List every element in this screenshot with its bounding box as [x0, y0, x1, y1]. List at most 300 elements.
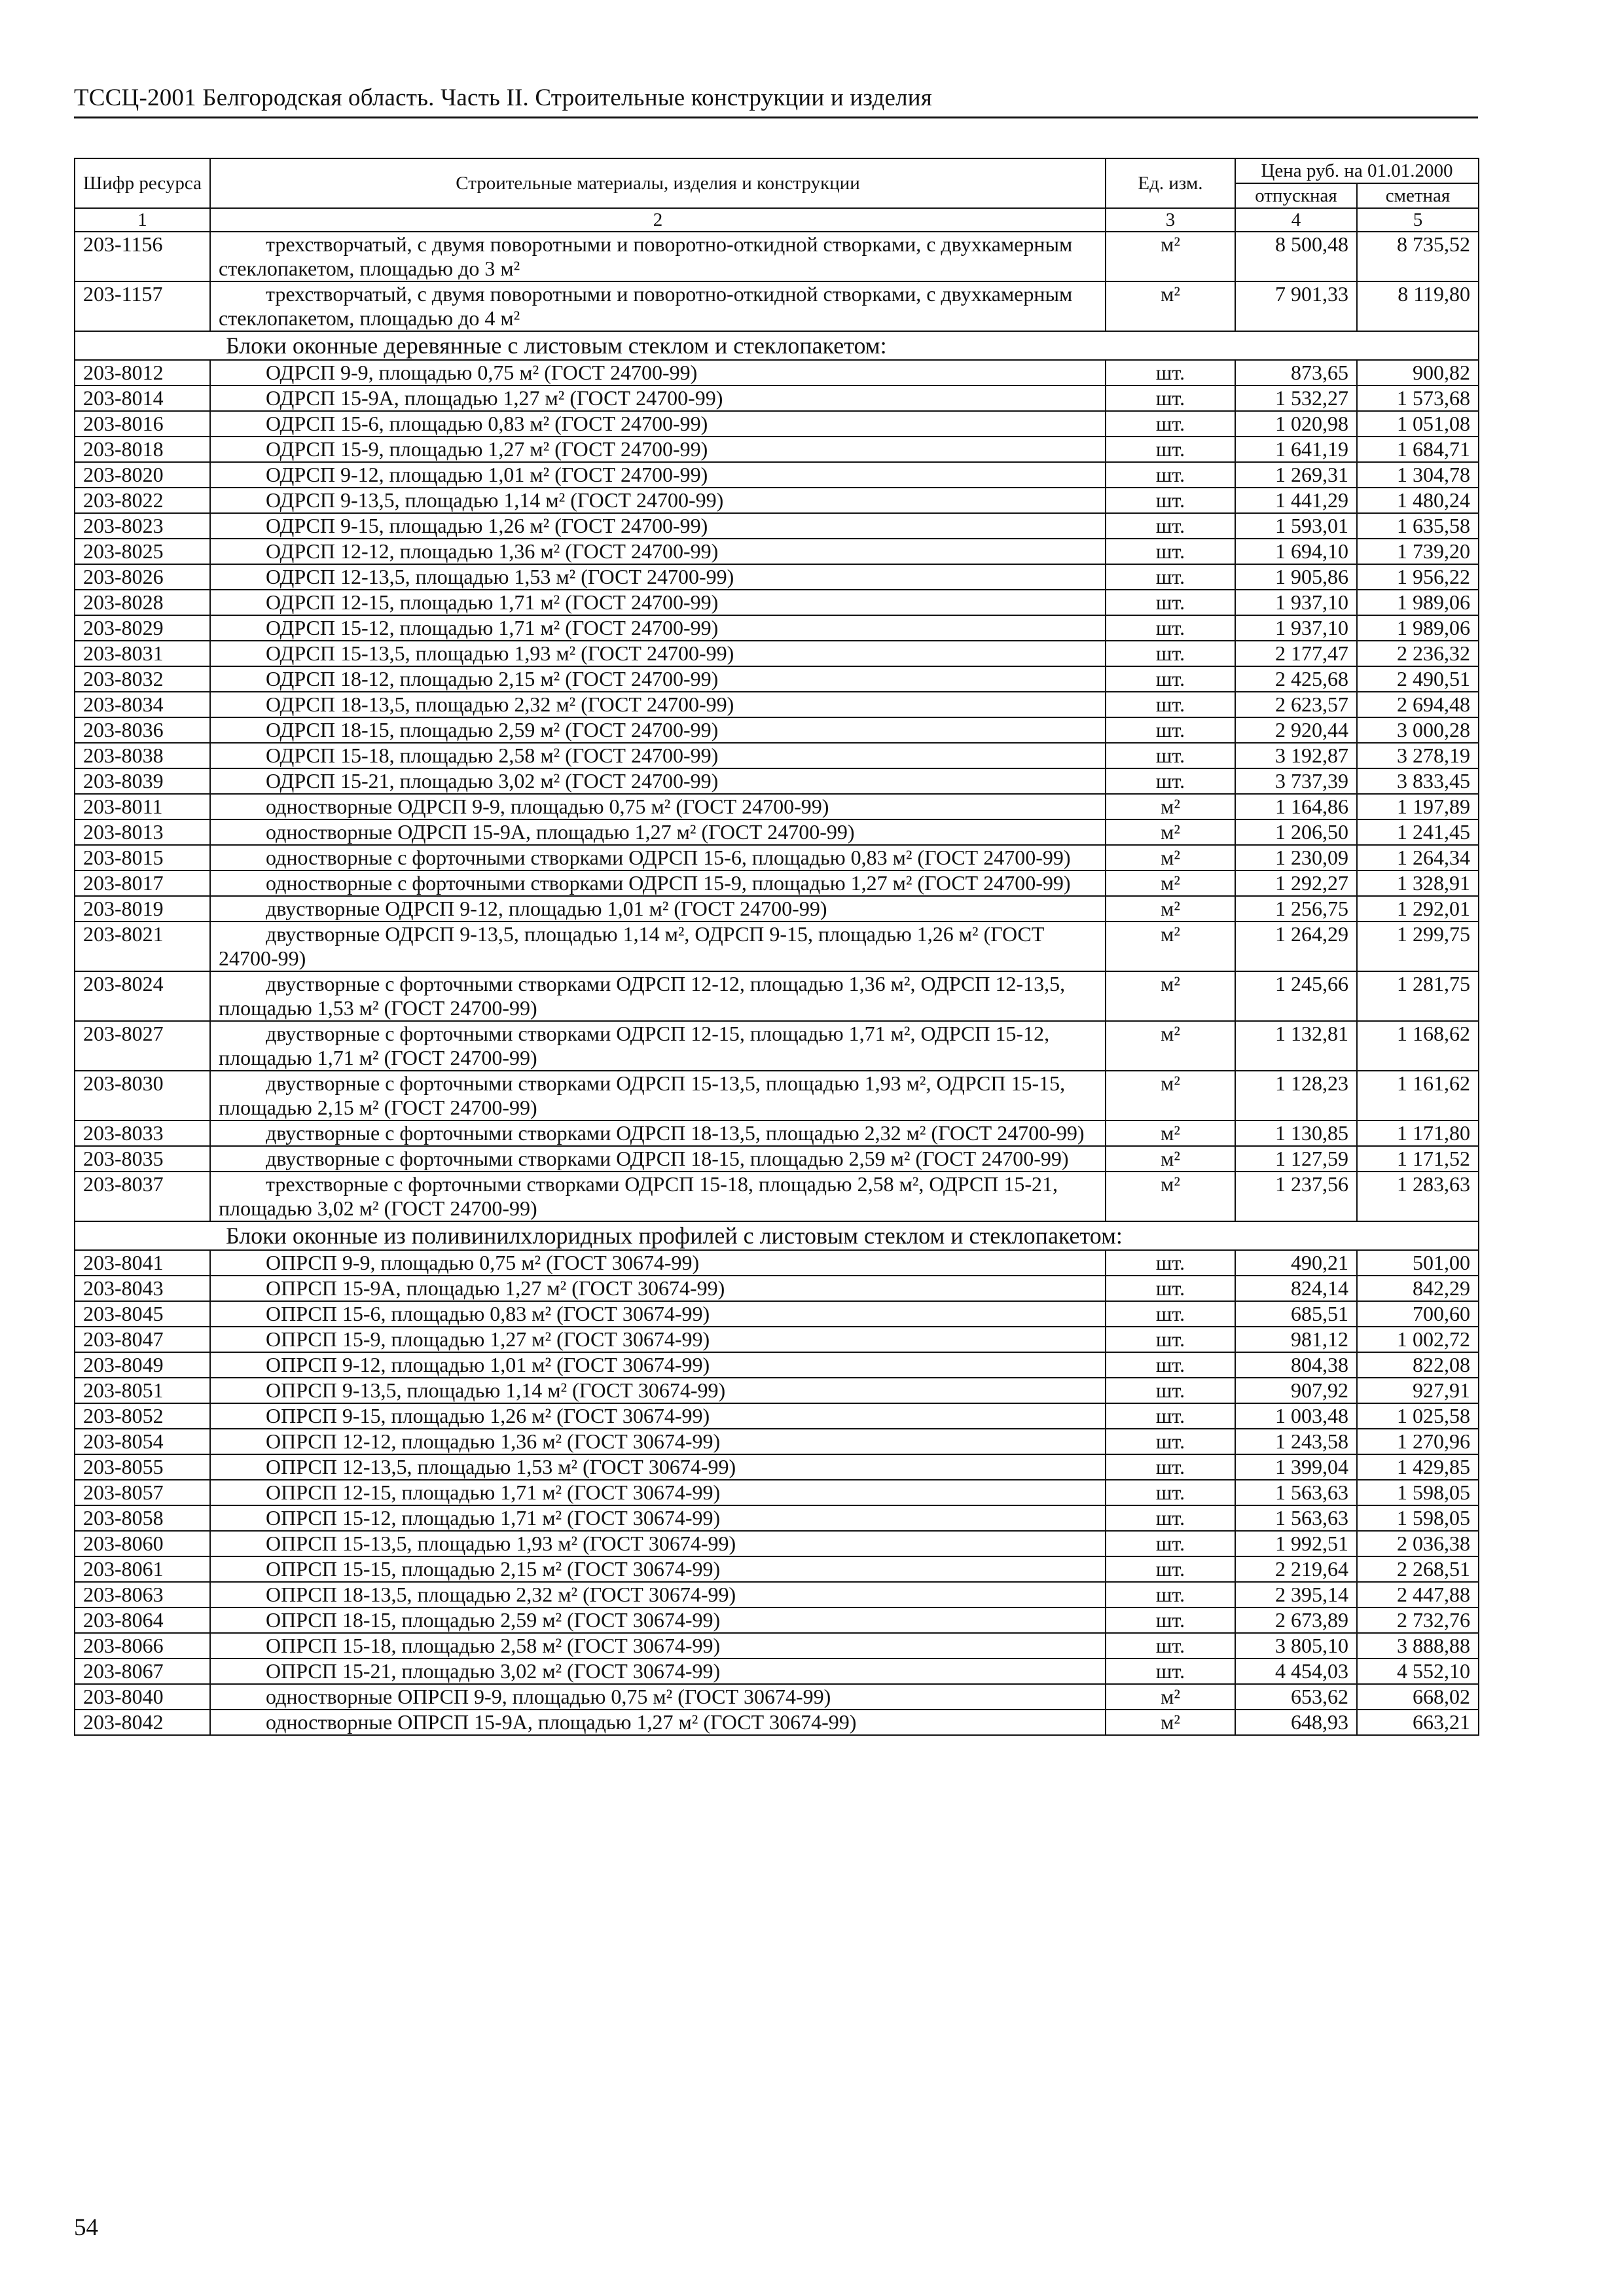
material-name-cell: [210, 281, 1106, 331]
material-name: ОПРСП 9-13,5, площадью 1,14 м² (ГОСТ 30674-99): [266, 1378, 726, 1402]
material-name-cell: [210, 641, 1106, 666]
material-name-cell: [210, 1378, 1106, 1403]
resource-code: 203-8034: [75, 692, 210, 717]
table-row: [75, 1121, 1479, 1146]
resource-code: 203-8032: [75, 666, 210, 692]
material-name-cell: [210, 1454, 1106, 1480]
material-name-cell: [210, 1684, 1106, 1710]
section-title: Блоки оконные из поливинилхлоридных профилей с листовым стеклом и стеклопакетом:: [75, 1221, 1479, 1250]
material-name: трехстворчатый, с двумя поворотными и поворотно-откидной створками, с двухкамерным стеклопакетом, площадью до 4 м²: [219, 282, 1073, 330]
material-name-cell: [210, 1556, 1106, 1582]
unit-of-measure: шт.: [1106, 488, 1235, 513]
table-row: [75, 768, 1479, 794]
table-row: [75, 462, 1479, 488]
material-name-cell: [210, 1172, 1106, 1221]
material-name: ОДРСП 9-13,5, площадью 1,14 м² (ГОСТ 24700-99): [266, 488, 724, 512]
material-name: ОДРСП 15-18, площадью 2,58 м² (ГОСТ 24700-99): [266, 744, 719, 767]
table-row: [75, 488, 1479, 513]
release-price: 1 563,63: [1235, 1480, 1357, 1505]
material-name: ОДРСП 12-13,5, площадью 1,53 м² (ГОСТ 24700-99): [266, 565, 734, 588]
resource-code: 203-8047: [75, 1327, 210, 1352]
table-row: [75, 513, 1479, 539]
release-price: 1 399,04: [1235, 1454, 1357, 1480]
material-name-cell: [210, 1121, 1106, 1146]
unit-of-measure: шт.: [1106, 1556, 1235, 1582]
resource-code: 203-8019: [75, 896, 210, 922]
resource-code: 203-8024: [75, 971, 210, 1021]
unit-of-measure: шт.: [1106, 1633, 1235, 1659]
release-price: 1 243,58: [1235, 1429, 1357, 1454]
material-name: трехстворчатый, с двумя поворотными и поворотно-откидной створками, с двухкамерным стеклопакетом, площадью до 3 м²: [219, 232, 1073, 280]
release-price: 1 206,50: [1235, 819, 1357, 845]
release-price: 1 003,48: [1235, 1403, 1357, 1429]
material-name-cell: [210, 564, 1106, 590]
release-price: 1 563,63: [1235, 1505, 1357, 1531]
material-name-cell: [210, 794, 1106, 819]
release-price: 3 805,10: [1235, 1633, 1357, 1659]
unit-of-measure: м²: [1106, 819, 1235, 845]
page-header-title: ТССЦ-2001 Белгородская область. Часть II. Строительные конструкции и изделия: [74, 84, 932, 111]
price-table: [74, 158, 1479, 1736]
release-price: 1 230,09: [1235, 845, 1357, 870]
material-name: одностворные ОДРСП 15-9А, площадью 1,27 м² (ГОСТ 24700-99): [266, 820, 855, 844]
release-price: 3 737,39: [1235, 768, 1357, 794]
release-price: 1 694,10: [1235, 539, 1357, 564]
estimate-price: 2 447,88: [1357, 1582, 1479, 1607]
unit-of-measure: шт.: [1106, 462, 1235, 488]
unit-of-measure: шт.: [1106, 590, 1235, 615]
release-price: 1 441,29: [1235, 488, 1357, 513]
resource-code: 203-8033: [75, 1121, 210, 1146]
release-price: 1 020,98: [1235, 411, 1357, 437]
table-row: [75, 411, 1479, 437]
table-body: [75, 232, 1479, 1735]
estimate-price: 8 735,52: [1357, 232, 1479, 281]
unit-of-measure: шт.: [1106, 641, 1235, 666]
unit-of-measure: шт.: [1106, 768, 1235, 794]
table-row: [75, 539, 1479, 564]
table-row: [75, 845, 1479, 870]
unit-of-measure: м²: [1106, 896, 1235, 922]
column-number: 3: [1106, 208, 1235, 232]
resource-code: 203-8037: [75, 1172, 210, 1221]
material-name-cell: [210, 1146, 1106, 1172]
resource-code: 203-8031: [75, 641, 210, 666]
column-number: 2: [210, 208, 1106, 232]
estimate-price: 663,21: [1357, 1710, 1479, 1735]
resource-code: 203-8055: [75, 1454, 210, 1480]
material-name-cell: [210, 870, 1106, 896]
resource-code: 203-8023: [75, 513, 210, 539]
resource-code: 203-8049: [75, 1352, 210, 1378]
material-name: двустворные с форточными створками ОДРСП 18-15, площадью 2,59 м² (ГОСТ 24700-99): [266, 1147, 1069, 1170]
material-name-cell: [210, 922, 1106, 971]
table-row: [75, 666, 1479, 692]
material-name-cell: [210, 1071, 1106, 1121]
estimate-price: 1 051,08: [1357, 411, 1479, 437]
resource-code: 203-8064: [75, 1607, 210, 1633]
table-row: [75, 590, 1479, 615]
release-price: 7 901,33: [1235, 281, 1357, 331]
material-name: ОДРСП 15-13,5, площадью 1,93 м² (ГОСТ 24700-99): [266, 641, 734, 665]
resource-code: 203-8014: [75, 386, 210, 411]
release-price: 1 641,19: [1235, 437, 1357, 462]
estimate-price: 1 598,05: [1357, 1480, 1479, 1505]
material-name: двустворные ОДРСП 9-12, площадью 1,01 м² (ГОСТ 24700-99): [266, 897, 827, 920]
material-name-cell: [210, 743, 1106, 768]
unit-of-measure: м²: [1106, 1021, 1235, 1071]
release-price: 824,14: [1235, 1276, 1357, 1301]
unit-of-measure: м²: [1106, 1071, 1235, 1121]
resource-code: 203-8022: [75, 488, 210, 513]
unit-of-measure: шт.: [1106, 1276, 1235, 1301]
material-name: ОДРСП 9-12, площадью 1,01 м² (ГОСТ 24700-99): [266, 463, 708, 486]
release-price: 804,38: [1235, 1352, 1357, 1378]
unit-of-measure: шт.: [1106, 692, 1235, 717]
material-name-cell: [210, 1659, 1106, 1684]
material-name-cell: [210, 539, 1106, 564]
estimate-price: 2 490,51: [1357, 666, 1479, 692]
material-name-cell: [210, 1403, 1106, 1429]
page-number: 54: [74, 2214, 98, 2241]
resource-code: 203-8012: [75, 360, 210, 386]
table-row: [75, 1429, 1479, 1454]
material-name-cell: [210, 1505, 1106, 1531]
resource-code: 203-8045: [75, 1301, 210, 1327]
estimate-price: 4 552,10: [1357, 1659, 1479, 1684]
release-price: 1 237,56: [1235, 1172, 1357, 1221]
material-name-cell: [210, 1710, 1106, 1735]
release-price: 1 164,86: [1235, 794, 1357, 819]
resource-code: 203-8028: [75, 590, 210, 615]
unit-of-measure: м²: [1106, 281, 1235, 331]
material-name: ОДРСП 9-9, площадью 0,75 м² (ГОСТ 24700-99): [266, 361, 698, 384]
table-row: [75, 794, 1479, 819]
resource-code: 203-8036: [75, 717, 210, 743]
estimate-price: 2 732,76: [1357, 1607, 1479, 1633]
table-row: [75, 1607, 1479, 1633]
material-name-cell: [210, 1352, 1106, 1378]
material-name-cell: [210, 896, 1106, 922]
table-row: [75, 922, 1479, 971]
estimate-price: 2 236,32: [1357, 641, 1479, 666]
resource-code: 203-8038: [75, 743, 210, 768]
unit-of-measure: шт.: [1106, 1352, 1235, 1378]
release-price: 1 256,75: [1235, 896, 1357, 922]
resource-code: 203-8039: [75, 768, 210, 794]
table-row: [75, 870, 1479, 896]
material-name-cell: [210, 1607, 1106, 1633]
unit-of-measure: шт.: [1106, 411, 1235, 437]
estimate-price: 1 573,68: [1357, 386, 1479, 411]
table-row: [75, 1378, 1479, 1403]
resource-code: 203-8060: [75, 1531, 210, 1556]
resource-code: 203-8029: [75, 615, 210, 641]
material-name-cell: [210, 1429, 1106, 1454]
table-header: [75, 158, 1479, 232]
material-name: ОПРСП 9-9, площадью 0,75 м² (ГОСТ 30674-99): [266, 1251, 700, 1274]
table-row: [75, 1633, 1479, 1659]
resource-code: 203-8063: [75, 1582, 210, 1607]
release-price: 4 454,03: [1235, 1659, 1357, 1684]
estimate-price: 1 989,06: [1357, 590, 1479, 615]
unit-of-measure: шт.: [1106, 1454, 1235, 1480]
unit-of-measure: шт.: [1106, 360, 1235, 386]
release-price: 648,93: [1235, 1710, 1357, 1735]
unit-of-measure: шт.: [1106, 1531, 1235, 1556]
material-name: трехстворные с форточными створками ОДРСП 15-18, площадью 2,58 м², ОДРСП 15-21, площадью 3,02 м² (ГОСТ 24700-99): [219, 1172, 1058, 1220]
unit-of-measure: шт.: [1106, 666, 1235, 692]
column-number: 1: [75, 208, 210, 232]
material-name-cell: [210, 1327, 1106, 1352]
unit-of-measure: м²: [1106, 1121, 1235, 1146]
resource-code: 203-8066: [75, 1633, 210, 1659]
estimate-price: 3 833,45: [1357, 768, 1479, 794]
estimate-price: 900,82: [1357, 360, 1479, 386]
estimate-price: 1 171,52: [1357, 1146, 1479, 1172]
unit-of-measure: шт.: [1106, 1480, 1235, 1505]
material-name: ОПРСП 15-18, площадью 2,58 м² (ГОСТ 30674-99): [266, 1634, 721, 1657]
material-name-cell: [210, 615, 1106, 641]
table-row: [75, 1071, 1479, 1121]
estimate-price: 1 241,45: [1357, 819, 1479, 845]
unit-of-measure: м²: [1106, 971, 1235, 1021]
estimate-price: 700,60: [1357, 1301, 1479, 1327]
release-price: 1 132,81: [1235, 1021, 1357, 1071]
estimate-price: 501,00: [1357, 1250, 1479, 1276]
unit-of-measure: шт.: [1106, 1327, 1235, 1352]
resource-code: 203-1157: [75, 281, 210, 331]
unit-of-measure: шт.: [1106, 386, 1235, 411]
resource-code: 203-8025: [75, 539, 210, 564]
material-name: ОДРСП 15-6, площадью 0,83 м² (ГОСТ 24700-99): [266, 412, 708, 435]
release-price: 1 937,10: [1235, 590, 1357, 615]
material-name-cell: [210, 513, 1106, 539]
table-row: [75, 1582, 1479, 1607]
estimate-price: 1 292,01: [1357, 896, 1479, 922]
material-name: двустворные с форточными створками ОДРСП 12-12, площадью 1,36 м², ОДРСП 12-13,5, площадью 1,53 м² (ГОСТ 24700-99): [219, 972, 1066, 1020]
material-name-cell: [210, 971, 1106, 1021]
estimate-price: 1 304,78: [1357, 462, 1479, 488]
material-name-cell: [210, 462, 1106, 488]
unit-of-measure: шт.: [1106, 1582, 1235, 1607]
column-number: 5: [1357, 208, 1479, 232]
estimate-price: 1 956,22: [1357, 564, 1479, 590]
material-name-cell: [210, 1531, 1106, 1556]
material-name: ОПРСП 18-15, площадью 2,59 м² (ГОСТ 30674-99): [266, 1608, 721, 1632]
table-row: [75, 1659, 1479, 1684]
release-price: 8 500,48: [1235, 232, 1357, 281]
resource-code: 203-8067: [75, 1659, 210, 1684]
resource-code: 203-8058: [75, 1505, 210, 1531]
release-price: 2 395,14: [1235, 1582, 1357, 1607]
header-price-group: Цена руб. на 01.01.2000: [1235, 158, 1479, 183]
material-name-cell: [210, 232, 1106, 281]
estimate-price: 1 328,91: [1357, 870, 1479, 896]
resource-code: 203-8026: [75, 564, 210, 590]
table-row: [75, 360, 1479, 386]
table-row: [75, 819, 1479, 845]
table-row: [75, 1684, 1479, 1710]
table-row: [75, 1327, 1479, 1352]
release-price: 1 128,23: [1235, 1071, 1357, 1121]
table-row: [75, 1276, 1479, 1301]
unit-of-measure: шт.: [1106, 513, 1235, 539]
table-row: [75, 1146, 1479, 1172]
header-unit: Ед. изм.: [1106, 158, 1235, 208]
estimate-price: 1 989,06: [1357, 615, 1479, 641]
unit-of-measure: м²: [1106, 1172, 1235, 1221]
material-name-cell: [210, 488, 1106, 513]
material-name: одностворные с форточными створками ОДРСП 15-6, площадью 0,83 м² (ГОСТ 24700-99): [266, 846, 1071, 869]
table-row: [75, 896, 1479, 922]
table-row: [75, 641, 1479, 666]
material-name: ОПРСП 15-9А, площадью 1,27 м² (ГОСТ 30674-99): [266, 1276, 725, 1300]
table-row: [75, 281, 1479, 331]
unit-of-measure: шт.: [1106, 564, 1235, 590]
table-row: [75, 232, 1479, 281]
release-price: 1 905,86: [1235, 564, 1357, 590]
estimate-price: 822,08: [1357, 1352, 1479, 1378]
release-price: 2 219,64: [1235, 1556, 1357, 1582]
section-row: [75, 331, 1479, 360]
unit-of-measure: шт.: [1106, 1505, 1235, 1531]
section-row: [75, 1221, 1479, 1250]
estimate-price: 1 299,75: [1357, 922, 1479, 971]
release-price: 2 920,44: [1235, 717, 1357, 743]
material-name: ОПРСП 15-21, площадью 3,02 м² (ГОСТ 30674-99): [266, 1659, 721, 1683]
table-row: [75, 971, 1479, 1021]
material-name-cell: [210, 386, 1106, 411]
estimate-price: 1 197,89: [1357, 794, 1479, 819]
material-name-cell: [210, 1250, 1106, 1276]
material-name: ОПРСП 12-13,5, площадью 1,53 м² (ГОСТ 30674-99): [266, 1455, 736, 1479]
estimate-price: 1 264,34: [1357, 845, 1479, 870]
release-price: 2 623,57: [1235, 692, 1357, 717]
header-estimate-price: сметная: [1357, 183, 1479, 208]
material-name: ОПРСП 15-12, площадью 1,71 м² (ГОСТ 30674-99): [266, 1506, 721, 1530]
material-name-cell: [210, 437, 1106, 462]
table-row: [75, 1301, 1479, 1327]
unit-of-measure: м²: [1106, 232, 1235, 281]
unit-of-measure: шт.: [1106, 1378, 1235, 1403]
unit-of-measure: шт.: [1106, 1250, 1235, 1276]
table-row: [75, 386, 1479, 411]
release-price: 490,21: [1235, 1250, 1357, 1276]
material-name-cell: [210, 590, 1106, 615]
release-price: 653,62: [1235, 1684, 1357, 1710]
table-row: [75, 1403, 1479, 1429]
estimate-price: 842,29: [1357, 1276, 1479, 1301]
estimate-price: 668,02: [1357, 1684, 1479, 1710]
table-row: [75, 1172, 1479, 1221]
material-name: ОПРСП 15-13,5, площадью 1,93 м² (ГОСТ 30674-99): [266, 1532, 736, 1555]
table-row: [75, 1454, 1479, 1480]
estimate-price: 1 270,96: [1357, 1429, 1479, 1454]
resource-code: 203-8043: [75, 1276, 210, 1301]
material-name: ОДРСП 15-9А, площадью 1,27 м² (ГОСТ 24700-99): [266, 386, 723, 410]
estimate-price: 8 119,80: [1357, 281, 1479, 331]
estimate-price: 1 684,71: [1357, 437, 1479, 462]
resource-code: 203-8041: [75, 1250, 210, 1276]
resource-code: 203-8054: [75, 1429, 210, 1454]
material-name: ОПРСП 12-12, площадью 1,36 м² (ГОСТ 30674-99): [266, 1429, 721, 1453]
estimate-price: 2 268,51: [1357, 1556, 1479, 1582]
material-name: ОПРСП 15-9, площадью 1,27 м² (ГОСТ 30674-99): [266, 1327, 710, 1351]
material-name-cell: [210, 717, 1106, 743]
table-row: [75, 1710, 1479, 1735]
estimate-price: 1 480,24: [1357, 488, 1479, 513]
release-price: 1 264,29: [1235, 922, 1357, 971]
resource-code: 203-8013: [75, 819, 210, 845]
table-row: [75, 1021, 1479, 1071]
table-row: [75, 717, 1479, 743]
resource-code: 203-8011: [75, 794, 210, 819]
material-name-cell: [210, 1633, 1106, 1659]
table-row: [75, 437, 1479, 462]
unit-of-measure: шт.: [1106, 1403, 1235, 1429]
unit-of-measure: м²: [1106, 870, 1235, 896]
resource-code: 203-8035: [75, 1146, 210, 1172]
unit-of-measure: шт.: [1106, 1607, 1235, 1633]
resource-code: 203-8042: [75, 1710, 210, 1735]
material-name: ОПРСП 18-13,5, площадью 2,32 м² (ГОСТ 30674-99): [266, 1583, 736, 1606]
material-name: двустворные с форточными створками ОДРСП 18-13,5, площадью 2,32 м² (ГОСТ 24700-99): [266, 1121, 1085, 1145]
estimate-price: 2 036,38: [1357, 1531, 1479, 1556]
resource-code: 203-8017: [75, 870, 210, 896]
release-price: 3 192,87: [1235, 743, 1357, 768]
release-price: 981,12: [1235, 1327, 1357, 1352]
release-price: 685,51: [1235, 1301, 1357, 1327]
resource-code: 203-8027: [75, 1021, 210, 1071]
table-row: [75, 564, 1479, 590]
section-title: Блоки оконные деревянные с листовым стеклом и стеклопакетом:: [75, 331, 1479, 360]
unit-of-measure: шт.: [1106, 1659, 1235, 1684]
release-price: 1 292,27: [1235, 870, 1357, 896]
unit-of-measure: шт.: [1106, 437, 1235, 462]
header-release-price: отпускная: [1235, 183, 1357, 208]
estimate-price: 3 278,19: [1357, 743, 1479, 768]
estimate-price: 1 281,75: [1357, 971, 1479, 1021]
material-name: ОДРСП 12-12, площадью 1,36 м² (ГОСТ 24700-99): [266, 539, 719, 563]
material-name: одностворные с форточными створками ОДРСП 15-9, площадью 1,27 м² (ГОСТ 24700-99): [266, 871, 1071, 895]
header-code: Шифр ресурса: [75, 158, 210, 208]
material-name: ОПРСП 15-15, площадью 2,15 м² (ГОСТ 30674-99): [266, 1557, 721, 1581]
resource-code: 203-8015: [75, 845, 210, 870]
unit-of-measure: м²: [1106, 794, 1235, 819]
table-row: [75, 692, 1479, 717]
material-name: ОДРСП 18-12, площадью 2,15 м² (ГОСТ 24700-99): [266, 667, 719, 691]
release-price: 1 269,31: [1235, 462, 1357, 488]
material-name-cell: [210, 1276, 1106, 1301]
estimate-price: 1 002,72: [1357, 1327, 1479, 1352]
resource-code: 203-8040: [75, 1684, 210, 1710]
resource-code: 203-8061: [75, 1556, 210, 1582]
material-name-cell: [210, 666, 1106, 692]
column-number-row: [75, 208, 1479, 232]
table-row: [75, 1556, 1479, 1582]
estimate-price: 1 635,58: [1357, 513, 1479, 539]
resource-code: 203-8030: [75, 1071, 210, 1121]
estimate-price: 1 171,80: [1357, 1121, 1479, 1146]
resource-code: 203-8052: [75, 1403, 210, 1429]
unit-of-measure: шт.: [1106, 743, 1235, 768]
resource-code: 203-8018: [75, 437, 210, 462]
estimate-price: 1 168,62: [1357, 1021, 1479, 1071]
material-name: ОПРСП 9-15, площадью 1,26 м² (ГОСТ 30674-99): [266, 1404, 710, 1427]
unit-of-measure: шт.: [1106, 1301, 1235, 1327]
unit-of-measure: м²: [1106, 1684, 1235, 1710]
